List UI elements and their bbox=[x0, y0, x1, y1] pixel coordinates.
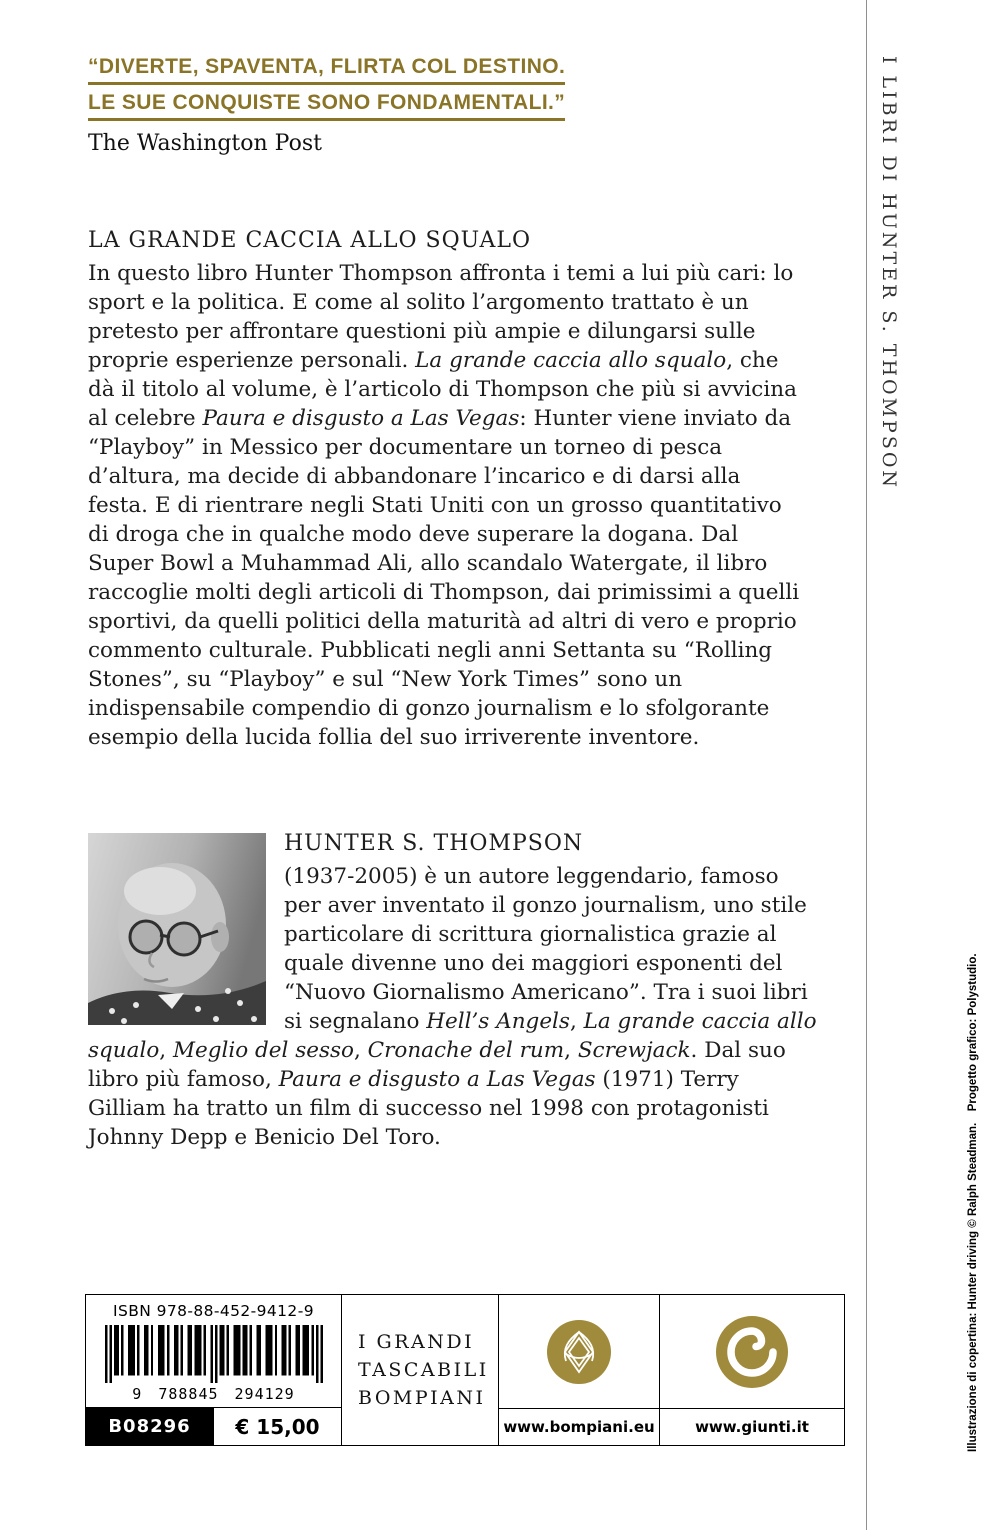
press-quote-attribution: The Washington Post bbox=[88, 131, 322, 156]
barcode bbox=[86, 1320, 341, 1407]
press-quote-line2: LE SUE CONQUISTE SONO FONDAMENTALI.” bbox=[88, 91, 565, 121]
edition-code: B08296 bbox=[86, 1408, 213, 1445]
imprint-cell bbox=[341, 1295, 498, 1445]
cover-credits-vertical: Illustrazione di copertina: Hunter driving © Ralph Steadman. Progetto grafico: Polystudio. bbox=[967, 953, 979, 1452]
author-photo bbox=[88, 833, 266, 1025]
barcode-bars-icon bbox=[105, 1325, 323, 1383]
author-heading: HUNTER S. THOMPSON bbox=[284, 831, 584, 856]
isbn-label: ISBN 978-88-452-9412-9 bbox=[113, 1302, 314, 1320]
author-section bbox=[88, 828, 822, 1152]
barcode-digit-group: 9 bbox=[132, 1384, 143, 1403]
synopsis-section bbox=[88, 228, 800, 752]
bompiani-url: www.bompiani.eu bbox=[499, 1408, 659, 1445]
price: € 15,00 bbox=[213, 1408, 341, 1445]
giunti-url: www.giunti.it bbox=[660, 1408, 844, 1445]
spine-divider-line bbox=[866, 0, 867, 1530]
press-quote-line1: “DIVERTE, SPAVENTA, FLIRTA COL DESTINO. bbox=[88, 55, 565, 85]
barcode-digit-group: 294129 bbox=[234, 1384, 295, 1403]
bompiani-cell bbox=[498, 1295, 659, 1445]
barcode-cell bbox=[86, 1295, 341, 1445]
imprint-line: TASCABILI bbox=[358, 1359, 489, 1381]
price-row bbox=[86, 1407, 341, 1445]
series-title-vertical: I LIBRI DI HUNTER S. THOMPSON bbox=[878, 56, 900, 491]
imprint-line: I GRANDI bbox=[358, 1331, 475, 1353]
barcode-digit-group: 788845 bbox=[158, 1384, 219, 1403]
giunti-cell bbox=[659, 1295, 844, 1445]
imprint-line: BOMPIANI bbox=[358, 1387, 486, 1409]
author-portrait-image bbox=[88, 833, 266, 1025]
bompiani-logo-icon bbox=[547, 1320, 611, 1384]
synopsis-heading: LA GRANDE CACCIA ALLO SQUALO bbox=[88, 228, 532, 253]
synopsis-text: In questo libro Hunter Thompson affronta i temi a lui più cari: lo sport e la politica. E come al solito l’argomento trattato è un pretesto per affrontare questioni più ampie e dilungarsi sulle proprie esperienze personali. La grande caccia allo squalo, che dà il titolo al volume, è l’articolo di Thompson che più si avvicina al celebre Paura e disgusto a Las Vegas: Hunter viene inviato da “Playboy” in Messico per documentare un torneo di pesca d’altura, ma decide di abbandonare l’incarico e di darsi alla festa. E di rientrare negli Stati Uniti con un grosso quantitativo di droga che in qualche modo deve superare la dogana. Dal Super Bowl a Muhammad Ali, allo scandalo Watergate, il libro raccoglie molti degli articoli di Thompson, dai primissimi a quelli sportivi, da quelli politici della maturità ad altri di vero e proprio commento culturale. Pubblicati negli anni Settanta su “Rolling Stones”, su “Playboy” e sul “New York Times” sono un indispensabile compendio di gonzo journalism e lo sfolgorante esempio della lucida follia del suo irriverente inventore. bbox=[88, 261, 800, 750]
press-quote bbox=[88, 55, 808, 156]
giunti-logo-icon bbox=[716, 1316, 788, 1388]
barcode-digits bbox=[132, 1385, 294, 1403]
giunti-logo-area bbox=[660, 1295, 844, 1408]
bompiani-logo-area bbox=[499, 1295, 659, 1408]
author-bio: (1937-2005) è un autore leggendario, famoso per aver inventato il gonzo journalism, uno stile particolare di scrittura giornalistica grazie al quale divenne uno dei maggiori esponenti del “Nuovo Giornalismo Americano”. Tra i suoi libri si segnalano Hell’s Angels, La grande caccia allo squalo, Meglio del sesso, Cronache del rum, Screwjack. Dal suo libro più famoso, Paura e disgusto a Las Vegas (1971) Terry Gilliam ha tratto un film di successo nel 1998 con protagonisti Johnny Depp e Benicio Del Toro. bbox=[88, 864, 817, 1150]
footer-bar bbox=[85, 1294, 845, 1446]
